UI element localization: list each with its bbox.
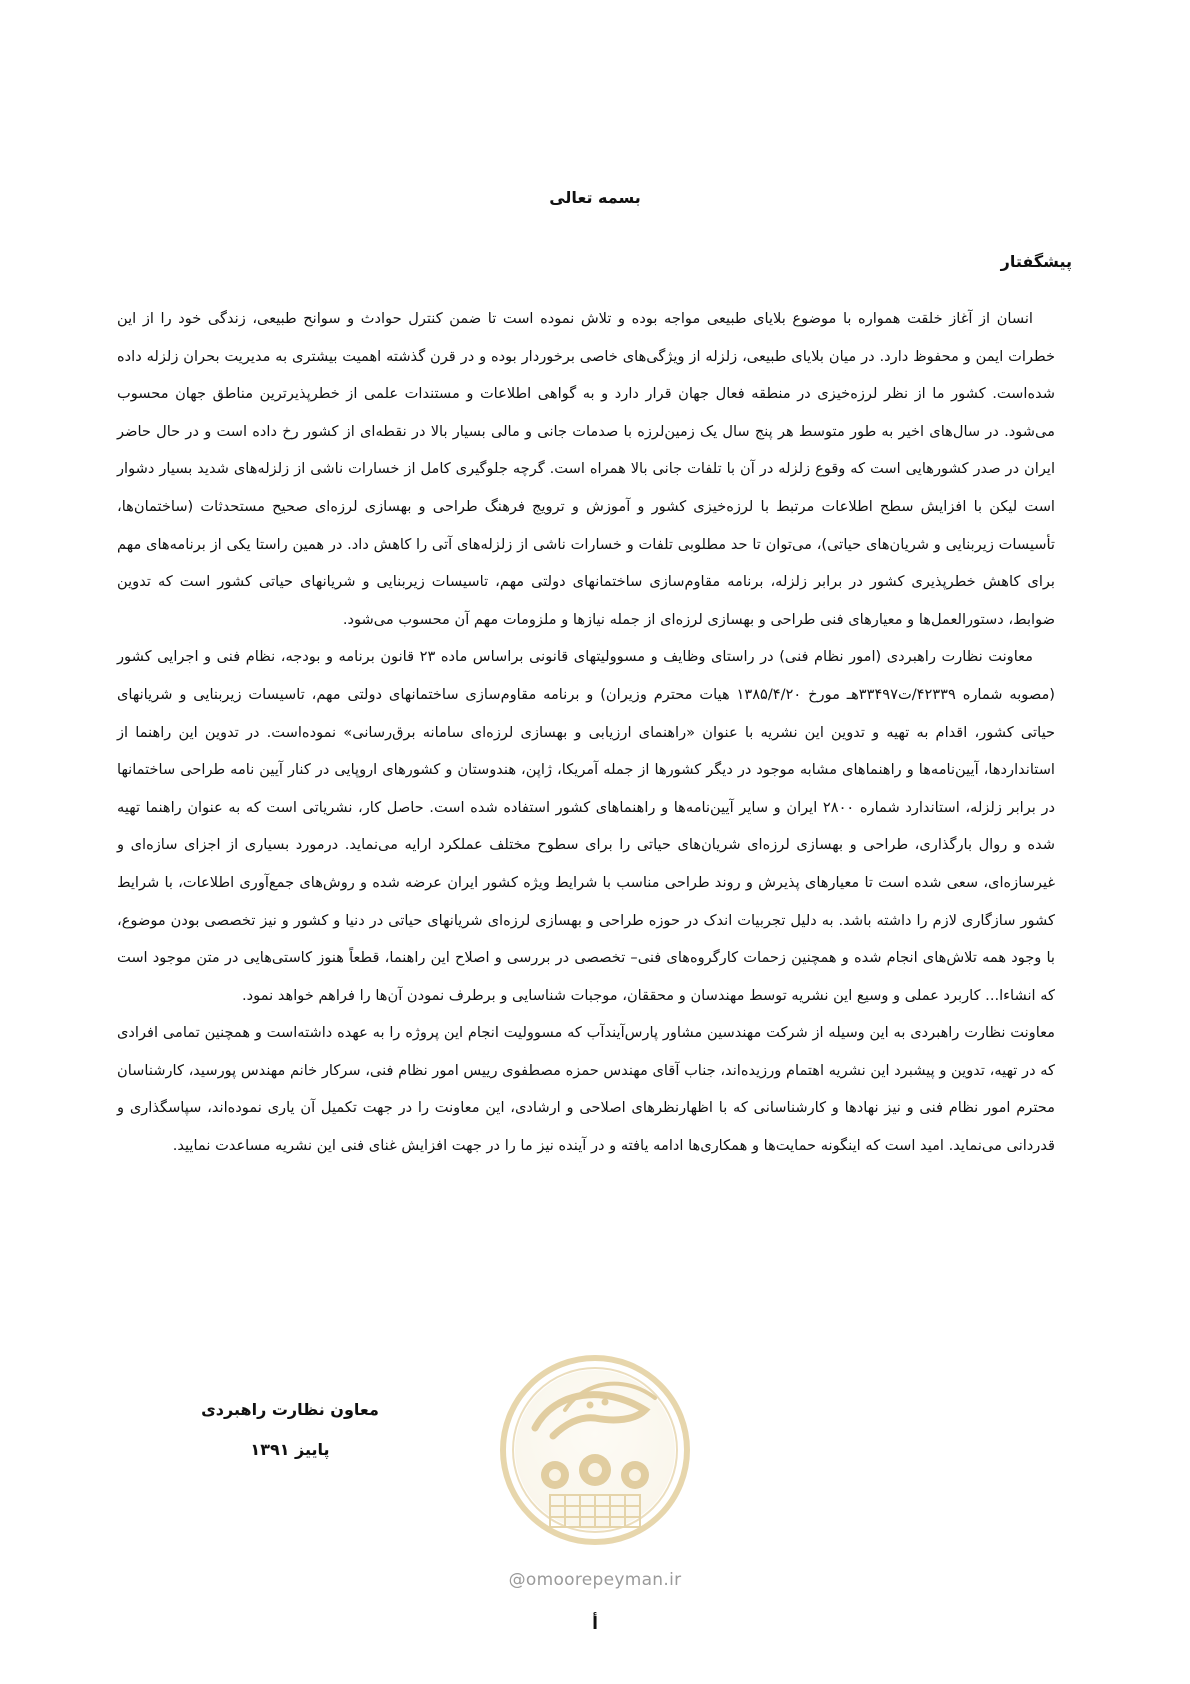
paragraph: معاونت نظارت راهبردی به این وسیله از شرکت مهندسین مشاور پارس‌آیندآب که مسوولیت انجام این پروژه را به عهده داشته‌است و همچنین تمامی افرادی که در تهیه، تدوین و پیشبرد این نشریه اهتمام ورزیده‌اند، جناب آقای مهندس حمزه مصطفوی رییس امور نظام فنی، سرکار خانم مهندس پورسید، کارشناسان محترم امور نظام فنی و نیز نهادها و کارشناسانی که با اظهارنظرهای اصلاحی و ارشادی، این معاونت را در جهت تکمیل آن یاری نموده‌اند، سپاسگذاری و قدردانی می‌نماید. امید است که اینگونه حمایت‌ها و همکاری‌ها ادامه یافته و در آینده نیز ما را در جهت افزایش غنای فنی این نشریه مساعدت نمایید. [117, 1024, 1055, 1155]
signature-date: پاییز ۱۳۹۱ [250, 1440, 330, 1459]
paragraph: انسان از آغاز خلقت همواره با موضوع بلایای طبیعی مواجه بوده و تلاش نموده است تا ضمن کنترل حوادث و سوانح طبیعی، زندگی خود را از این خطرات ایمن و محفوظ دارد. در میان بلایای طبیعی، زلزله از ویژگی‌های خاصی برخوردار بوده و در قرن گذشته اهمیت بیشتری به مدیریت بحران زلزله داده شده‌است. کشور ما از نظر لرزه‌خیزی در منطقه فعال جهان قرار دارد و به گواهی اطلاعات و مستندات علمی از خطرپذیرترین مناطق جهان محسوب می‌شود. در سال‌های اخیر به طور متوسط هر پنج سال یک زمین‌لرزه با صدمات جانی و مالی بسیار بالا در نقطه‌ای از کشور رخ داده است و در حال حاضر ایران در صدر کشورهایی است که وقوع زلزله در آن با تلفات جانی بالا همراه است. گرچه جلوگیری کامل از خسارات ناشی از زلزله‌های شدید بسیار دشوار است لیکن با افزایش سطح اطلاعات مرتبط با لرزه‌خیزی کشور و آموزش و ترویج فرهنگ طراحی و بهسازی لرزه‌ای صحیح مستحدثات (ساختمان‌ها، تأسیسات زیربنایی و شریان‌های حیاتی)، می‌توان تا حد مطلوبی تلفات و خسارات ناشی از زلزله‌های آتی را کاهش داد. در همین راستا یکی از برنامه‌های مهم برای کاهش خطرپذیری کشور در برابر زلزله، برنامه مقاوم‌سازی ساختمانهای دولتی مهم، تاسیسات زیربنایی و شریانهای حیاتی کشور است که تدوین ضوابط، دستورالعمل‌ها و معیارهای فنی طراحی و بهسازی لرزه‌ای از جمله نیازها و ملزومات مهم آن محسوب می‌شود. [117, 310, 1055, 628]
section-title: پیشگفتار [1000, 252, 1072, 271]
watermark-url: @omoorepeyman.ir [508, 1570, 682, 1590]
signature-block [180, 1390, 400, 1470]
basmala-heading: بسمه تعالی [549, 188, 641, 207]
signature-title: معاون نظارت راهبردی [201, 1400, 379, 1419]
page-number: أ [592, 1614, 598, 1634]
body-text [117, 300, 1055, 1165]
watermark-seal-logo [495, 1350, 695, 1580]
paragraph: معاونت نظارت راهبردی (امور نظام فنی) در راستای وظایف و مسوولیتهای قانونی براساس ماده ۲۳ قانون برنامه و بودجه، نظام فنی و اجرایی کشور (مصوبه شماره ۴۲۳۳۹/ت۳۳۴۹۷هـ مورخ ۱۳۸۵/۴/۲۰ هیات محترم وزیران) و برنامه مقاوم‌سازی ساختمانهای دولتی مهم، تاسیسات زیربنایی و شریانهای حیاتی کشور، اقدام به تهیه و تدوین این نشریه با عنوان «راهنمای ارزیابی و بهسازی لرزه‌ای سامانه برق‌رسانی» نموده‌است. در تدوین این راهنما از استانداردها، آیین‌نامه‌ها و راهنماهای مشابه موجود در دیگر کشورها از جمله آمریکا، ژاپن، هندوستان و کشورهای اروپایی در کنار آیین نامه طراحی ساختمانها در برابر زلزله، استاندارد شماره ۲۸۰۰ ایران و سایر آیین‌نامه‌ها و راهنماهای کشور استفاده شده است. حاصل کار، نشریاتی است که به عنوان راهنما تهیه شده و روال بارگذاری، طراحی و بهسازی لرزه‌ای شریان‌های حیاتی را برای سطوح مختلف عملکرد ارایه می‌نماید. درمورد بسیاری از اجزای سازه‌ای و غیرسازه‌ای، سعی شده است تا معیارهای پذیرش و روند طراحی مناسب با شرایط ویژه کشور ایران عرضه شده و روش‌های جمع‌آوری اطلاعات، با شرایط کشور سازگاری لازم را داشته باشد. به دلیل تجربیات اندک در حوزه طراحی و بهسازی لرزه‌ای شریانهای حیاتی در دنیا و کشور و نیز تخصصی بودن موضوع، با وجود همه تلاش‌های انجام شده و همچنین زحمات کارگروه‌های فنی– تخصصی در بررسی و اصلاح این راهنما، قطعاً هنوز کاستی‌هایی در متن موجود است که انشاءا... کاربرد عملی و وسیع این نشریه توسط مهندسان و محققان، موجبات شناسایی و برطرف نمودن آن‌ها را فراهم خواهد نمود. [117, 648, 1056, 1004]
